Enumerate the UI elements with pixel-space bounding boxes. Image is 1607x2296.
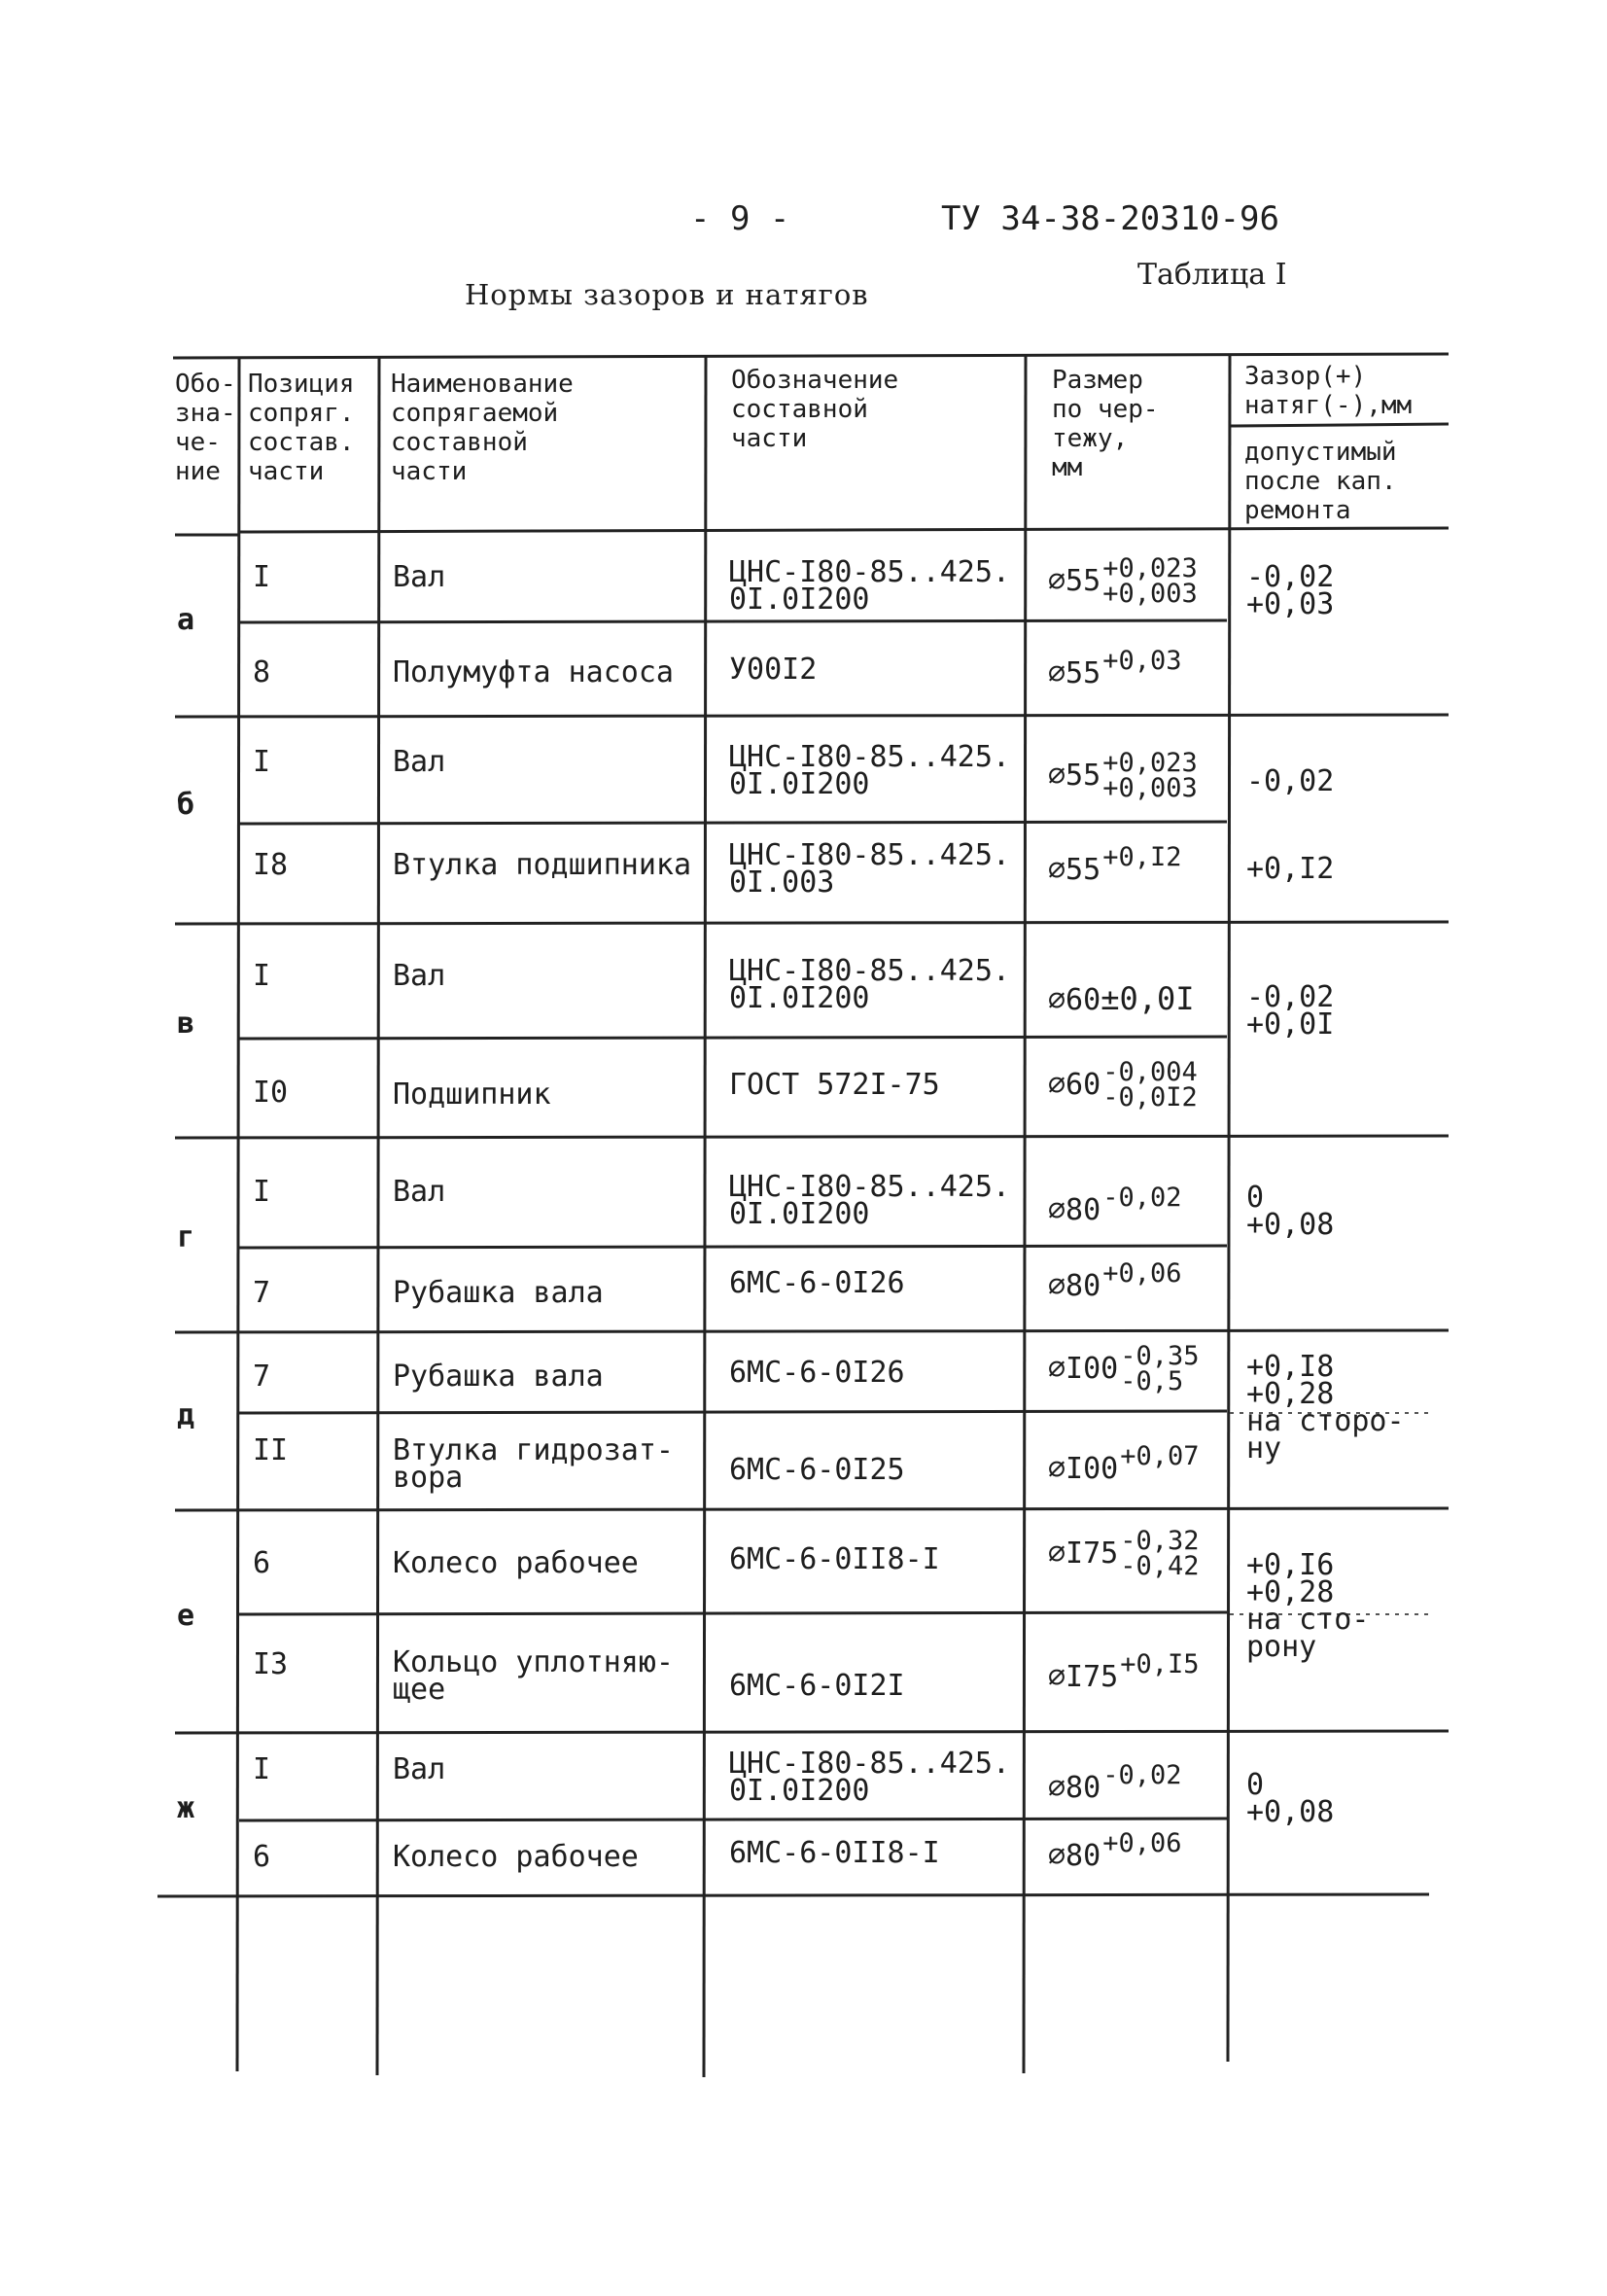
size-upper-deviation: +0,07 xyxy=(1120,1441,1200,1471)
size-cell xyxy=(1048,1057,1198,1113)
size-upper-deviation: +0,023 xyxy=(1102,748,1198,778)
size-upper-deviation: -0,35 xyxy=(1120,1341,1200,1371)
column-header-size: Размер по чер- тежу, мм xyxy=(1052,366,1159,482)
size-cell xyxy=(1048,1183,1181,1227)
page-number: - 9 - xyxy=(690,199,790,238)
position-cell: 7 xyxy=(253,1360,271,1394)
group-mark: д xyxy=(177,1398,195,1432)
position-cell: I xyxy=(253,745,271,779)
diameter-value: ⌀60 xyxy=(1048,1068,1101,1102)
column-header-name: Наименование сопрягаемой составной части xyxy=(391,370,574,486)
size-cell xyxy=(1048,1526,1200,1581)
designation-cell: ЦНС-I80-85..425. 0I.0I200 xyxy=(729,1747,1010,1808)
clearance-tolerance: +0,I8 +0,28 на сторо- ну xyxy=(1246,1350,1405,1466)
designation-cell: ГОСТ 572I-75 xyxy=(729,1068,940,1102)
size-cell xyxy=(1048,553,1198,609)
designation-cell: 6МС-6-0I26 xyxy=(729,1266,905,1300)
size-cell xyxy=(1048,980,1195,1017)
clearance-tolerance: -0,02 +0,0I xyxy=(1246,980,1335,1042)
size-lower-deviation: -0,0I2 xyxy=(1102,1082,1198,1113)
size-upper-deviation: +0,06 xyxy=(1102,1828,1182,1858)
clearance-tolerance: -0,02 +0,03 xyxy=(1246,560,1335,621)
position-cell: I xyxy=(253,1752,271,1786)
clearance-tolerance: 0 +0,08 xyxy=(1246,1181,1335,1242)
size-cell xyxy=(1048,1649,1200,1694)
group-mark: б xyxy=(177,788,195,822)
table-title: Нормы зазоров и натягов xyxy=(465,278,869,311)
size-cell xyxy=(1048,646,1181,690)
size-cell xyxy=(1048,1828,1181,1873)
group-mark: е xyxy=(177,1599,195,1633)
diameter-value: ⌀55 xyxy=(1048,656,1101,690)
clearance-tolerance: +0,I2 xyxy=(1246,852,1335,886)
name-cell: Вал xyxy=(393,1752,446,1786)
size-cell xyxy=(1048,748,1198,803)
size-upper-deviation: +0,06 xyxy=(1102,1258,1182,1289)
designation-cell: 6МС-6-0I26 xyxy=(729,1356,905,1390)
name-cell: Кольцо уплотняю- щее xyxy=(393,1645,674,1707)
diameter-value: ⌀80 xyxy=(1048,1839,1101,1873)
designation-cell: У00I2 xyxy=(729,653,818,687)
column-header-clearance: Зазор(+) натяг(-),мм xyxy=(1244,362,1413,420)
name-cell: Рубашка вала xyxy=(393,1276,604,1310)
size-cell xyxy=(1048,1258,1181,1303)
size-lower-deviation: -0,42 xyxy=(1120,1551,1200,1581)
group-mark: г xyxy=(177,1220,195,1254)
column-header-mark: Обо- зна- че- ние xyxy=(175,370,236,486)
name-cell: Втулка подшипника xyxy=(393,848,692,882)
column-header-designation: Обозначение составной части xyxy=(731,366,899,453)
designation-cell: 6МС-6-0I25 xyxy=(729,1453,905,1487)
table-label: Таблица I xyxy=(1137,258,1287,292)
designation-cell: ЦНС-I80-85..425. 0I.0I200 xyxy=(729,954,1010,1015)
position-cell: I xyxy=(253,560,271,594)
position-cell: 7 xyxy=(253,1276,271,1310)
diameter-value: ⌀55 xyxy=(1048,853,1101,887)
diameter-value: ⌀I75 xyxy=(1048,1537,1119,1571)
designation-cell: ЦНС-I80-85..425. 0I.0I200 xyxy=(729,740,1010,801)
diameter-value: ⌀I00 xyxy=(1048,1352,1119,1386)
size-upper-deviation: -0,004 xyxy=(1102,1057,1198,1087)
size-upper-deviation: +0,03 xyxy=(1102,646,1182,676)
position-cell: 8 xyxy=(253,655,271,689)
size-lower-deviation: -0,5 xyxy=(1120,1366,1184,1396)
position-cell: I8 xyxy=(253,848,289,882)
diameter-value: ⌀I00 xyxy=(1048,1452,1119,1486)
size-lower-deviation: +0,003 xyxy=(1102,773,1198,803)
designation-cell: 6МС-6-0II8-I xyxy=(729,1836,940,1870)
group-mark: ж xyxy=(177,1791,195,1825)
column-header-position: Позиция сопряг. состав. части xyxy=(248,370,355,486)
diameter-value: ⌀80 xyxy=(1048,1771,1101,1805)
diameter-value: ⌀55 xyxy=(1048,564,1101,598)
size-upper-deviation: +0,I2 xyxy=(1102,842,1182,872)
clearance-tolerance: 0 +0,08 xyxy=(1246,1768,1335,1829)
diameter-value: ⌀60 xyxy=(1048,983,1101,1017)
size-upper-deviation: -0,02 xyxy=(1102,1183,1182,1213)
diameter-value: ⌀I75 xyxy=(1048,1660,1119,1694)
name-cell: Подшипник xyxy=(393,1077,551,1112)
group-mark: в xyxy=(177,1007,195,1041)
designation-cell: ЦНС-I80-85..425. 0I.003 xyxy=(729,838,1010,900)
diameter-value: ⌀80 xyxy=(1048,1193,1101,1227)
position-cell: II xyxy=(253,1433,289,1467)
name-cell: Вал xyxy=(393,560,446,594)
position-cell: 6 xyxy=(253,1840,271,1874)
size-upper-deviation: ±0,0I xyxy=(1100,980,1195,1017)
size-cell xyxy=(1048,1441,1200,1486)
size-upper-deviation: +0,I5 xyxy=(1120,1649,1200,1679)
size-lower-deviation: +0,003 xyxy=(1102,579,1198,609)
column-header-clearance-sub: допустимый после кап. ремонта xyxy=(1244,438,1397,525)
designation-cell: 6МС-6-0II8-I xyxy=(729,1542,940,1576)
diameter-value: ⌀80 xyxy=(1048,1269,1101,1303)
position-cell: I3 xyxy=(253,1647,289,1681)
name-cell: Втулка гидрозат- вора xyxy=(393,1433,674,1495)
position-cell: 6 xyxy=(253,1546,271,1580)
size-cell xyxy=(1048,1760,1181,1805)
name-cell: Колесо рабочее xyxy=(393,1546,639,1580)
clearance-tolerance: -0,02 xyxy=(1246,764,1335,798)
name-cell: Рубашка вала xyxy=(393,1360,604,1394)
designation-cell: 6МС-6-0I2I xyxy=(729,1669,905,1703)
name-cell: Вал xyxy=(393,745,446,779)
position-cell: I xyxy=(253,1175,271,1209)
designation-cell: ЦНС-I80-85..425. 0I.0I200 xyxy=(729,1170,1010,1231)
document-code: ТУ 34-38-20310-96 xyxy=(941,199,1279,238)
designation-cell: ЦНС-I80-85..425. 0I.0I200 xyxy=(729,555,1010,617)
size-upper-deviation: -0,32 xyxy=(1120,1526,1200,1556)
name-cell: Колесо рабочее xyxy=(393,1840,639,1874)
position-cell: I xyxy=(253,959,271,993)
name-cell: Вал xyxy=(393,1175,446,1209)
size-cell xyxy=(1048,1341,1200,1396)
size-upper-deviation: +0,023 xyxy=(1102,553,1198,583)
size-cell xyxy=(1048,842,1181,887)
name-cell: Вал xyxy=(393,959,446,993)
clearance-tolerance: +0,I6 +0,28 на сто- рону xyxy=(1246,1548,1370,1664)
name-cell: Полумуфта насоса xyxy=(393,655,674,689)
diameter-value: ⌀55 xyxy=(1048,759,1101,793)
position-cell: I0 xyxy=(253,1076,289,1110)
group-mark: а xyxy=(177,603,195,637)
size-upper-deviation: -0,02 xyxy=(1102,1760,1182,1790)
